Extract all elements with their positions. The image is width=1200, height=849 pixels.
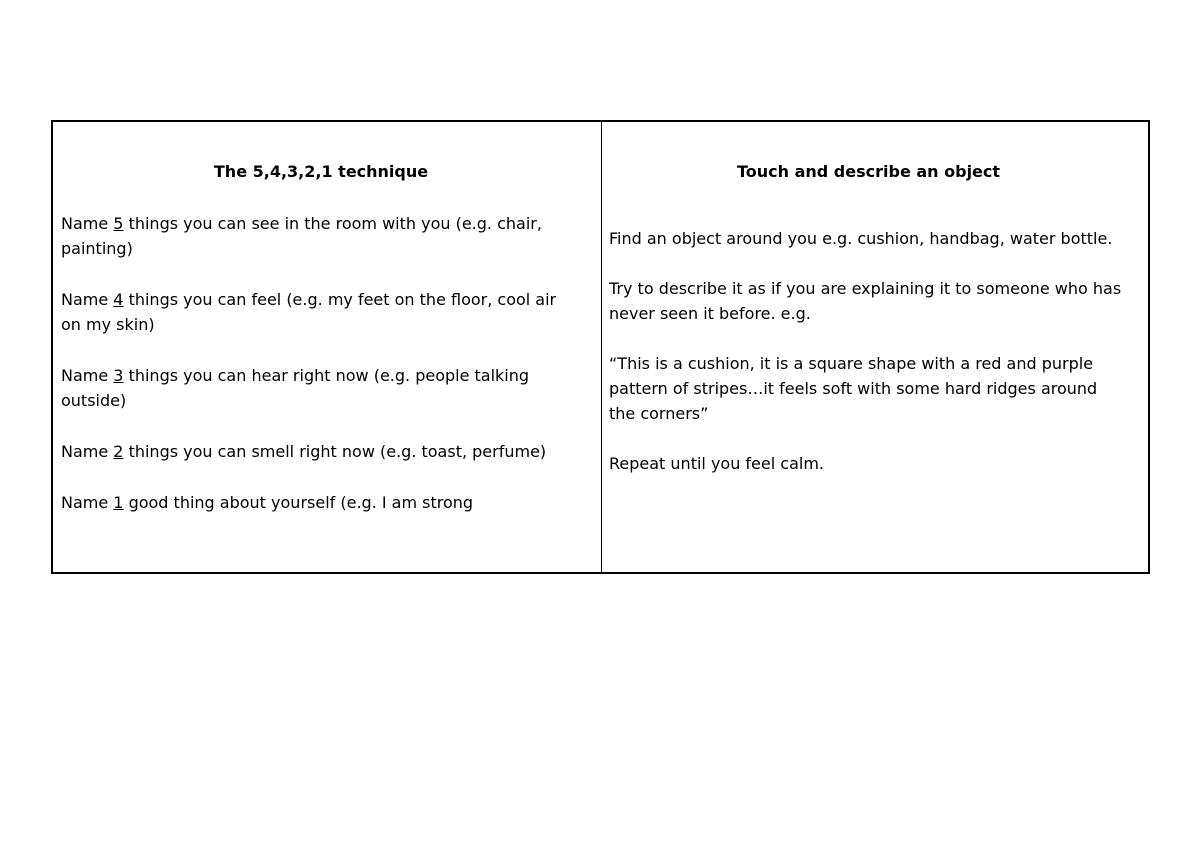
instruction-describe: Try to describe it as if you are explaining it to someone who has never seen it before. e.g. [609,279,1122,323]
step-text: things you can see in the room with you (e.g. chair, painting) [61,214,542,258]
step-three-item [61,363,581,413]
step-prefix: Name [61,493,114,512]
step-prefix: Name [61,214,114,233]
step-number: 1 [113,493,124,512]
step-four-item [61,287,581,337]
touch-describe-heading: Touch and describe an object [736,162,1001,181]
step-prefix: Name [61,442,114,461]
step-one-item [61,490,581,515]
technique-54321-cell [53,122,602,572]
step-text: things you can hear right now (e.g. people talking outside) [61,366,530,410]
step-prefix: Name [61,290,114,309]
step-text: good thing about yourself (e.g. I am strong [123,493,474,512]
step-text: things you can smell right now (e.g. toast, perfume) [123,442,547,461]
example-description: “This is a cushion, it is a square shape with a red and purple pattern of stripes…it feels soft with some hard ridges around the corners” [609,354,1098,423]
instruction-repeat: Repeat until you feel calm. [609,454,824,473]
technique-54321-heading: The 5,4,3,2,1 technique [213,162,429,181]
grounding-techniques-table [51,120,1150,574]
step-number: 3 [113,366,124,385]
step-text: things you can feel (e.g. my feet on the floor, cool air on my skin) [61,290,557,334]
step-number: 2 [113,442,124,461]
step-two-item [61,439,581,464]
step-prefix: Name [61,366,114,385]
instruction-find-object: Find an object around you e.g. cushion, handbag, water bottle. [609,229,1113,248]
step-number: 5 [113,214,124,233]
step-five-item [61,211,581,261]
step-number: 4 [113,290,124,309]
touch-describe-cell [602,122,1148,572]
